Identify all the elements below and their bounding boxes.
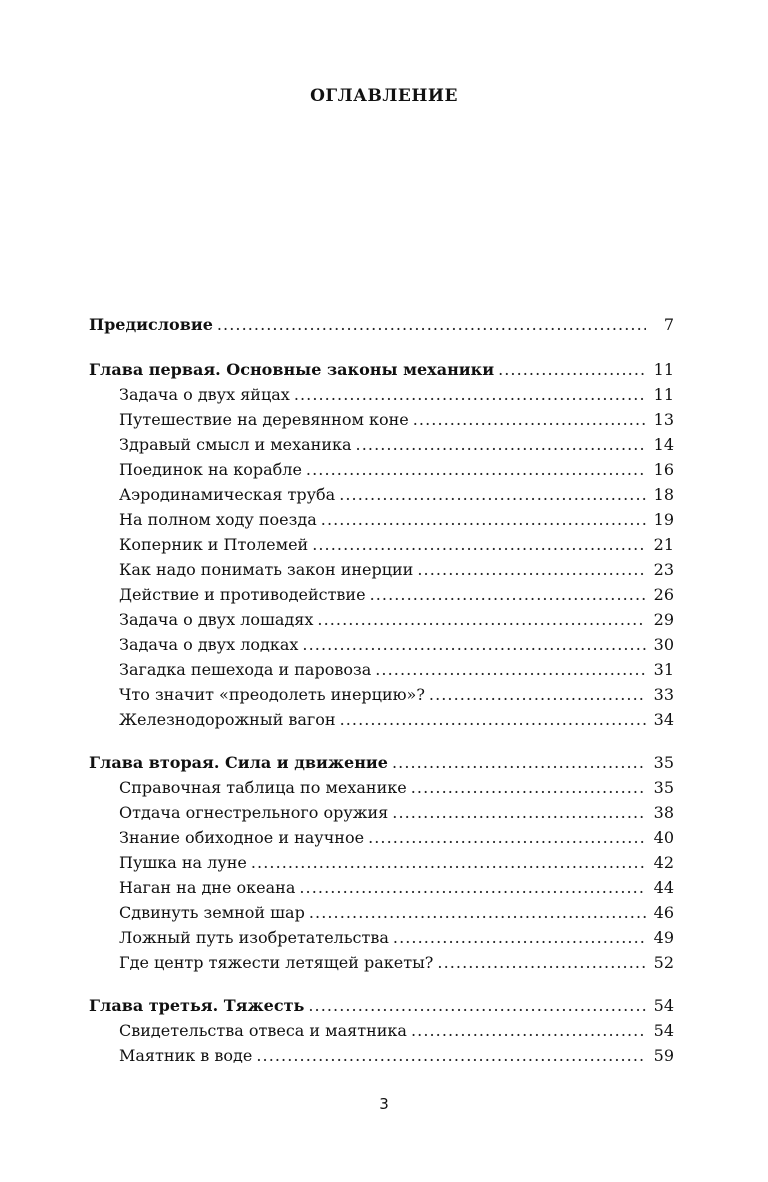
dot-leader [356,432,646,457]
dot-leader [411,775,646,800]
dot-leader [429,682,646,707]
toc-section-row [89,775,674,800]
toc-page-number: 30 [653,635,674,654]
toc-section-row [89,482,674,507]
toc-section-row [89,532,674,557]
toc-entry-title: Знание обиходное и научное [119,828,365,847]
dot-leader [417,557,646,582]
toc-page-number: 33 [653,685,674,704]
toc-entry-title: Задача о двух лодках [119,635,299,654]
toc-entry-title: Задача о двух яйцах [119,385,290,404]
dot-leader [309,900,646,925]
toc-entry-title: Путешествие на деревянном коне [119,410,409,429]
toc-entry-title: Отдача огнестрельного оружия [119,803,389,822]
toc-entry-title: Глава первая. Основные законы механики [89,360,495,379]
toc-page-number: 54 [653,1021,674,1040]
toc-section-row [89,682,674,707]
toc-entry-title: Здравый смысл и механика [119,435,352,454]
toc-page-number: 11 [653,385,674,404]
toc-section-row [89,582,674,607]
toc-page-number: 14 [653,435,674,454]
toc-page-number: 11 [653,360,674,379]
toc-section-row [89,850,674,875]
toc-page-number: 38 [653,803,674,822]
toc-section-row [89,825,674,850]
dot-leader [392,750,646,775]
page-number: 3 [379,1095,389,1113]
dot-leader [306,457,646,482]
toc-section-row [89,382,674,407]
toc-section-row [89,457,674,482]
dot-leader [251,850,646,875]
toc-entry-title: Железнодорожный вагон [119,710,336,729]
dot-leader [413,407,646,432]
toc-page-number: 34 [653,710,674,729]
toc-section-row [89,900,674,925]
toc-entry-title: Аэродинамическая труба [119,485,336,504]
toc-section-row [89,557,674,582]
dot-leader [339,482,646,507]
toc-page-number: 52 [653,953,674,972]
dot-leader [317,607,646,632]
toc-section-row [89,800,674,825]
toc-section-row [89,1043,674,1068]
dot-leader [302,632,646,657]
toc-page-number: 54 [653,996,674,1015]
toc-entry-title: Загадка пешехода и паровоза [119,660,372,679]
toc-page-number: 49 [653,928,674,947]
toc-section-row [89,657,674,682]
dot-leader [393,925,646,950]
toc-section-row [89,632,674,657]
toc-section-row [89,1018,674,1043]
toc-entry-title: Где центр тяжести летящей ракеты? [119,953,434,972]
page-title: ОГЛАВЛЕНИЕ [310,86,458,106]
toc-entry-title: Ложный путь изобретательства [119,928,389,947]
toc-entry-title: Что значит «преодолеть инерцию»? [119,685,425,704]
toc-entry-title: Коперник и Птолемей [119,535,309,554]
toc-entry-title: Пушка на луне [119,853,247,872]
toc-section-row [89,607,674,632]
toc-chapter-row [89,750,674,775]
toc-page-number: 21 [653,535,674,554]
toc-entry-title: На полном ходу поезда [119,510,317,529]
toc-page-number: 7 [663,315,674,334]
toc-page-number: 35 [653,753,674,772]
toc-entry-title: Сдвинуть земной шар [119,903,305,922]
dot-leader [256,1043,646,1068]
dot-leader [437,950,646,975]
toc-section-row [89,950,674,975]
toc-section-row [89,707,674,732]
toc-page-number: 59 [653,1046,674,1065]
dot-leader [340,707,646,732]
toc-entry-title: Поединок на корабле [119,460,302,479]
toc-section-row [89,925,674,950]
dot-leader [312,532,646,557]
toc-page-number: 18 [653,485,674,504]
toc-section-row [89,507,674,532]
dot-leader [217,312,646,337]
toc-entry-title: Свидетельства отвеса и маятника [119,1021,407,1040]
toc-section-row [89,875,674,900]
toc-page-number: 29 [653,610,674,629]
toc-page-number: 16 [653,460,674,479]
dot-leader [299,875,646,900]
toc-entry-title: Как надо понимать закон инерции [119,560,414,579]
toc-entry-title: Задача о двух лошадях [119,610,314,629]
toc-entry-title: Глава вторая. Сила и движение [89,753,388,772]
dot-leader [294,382,646,407]
toc-page-number: 23 [653,560,674,579]
dot-leader [368,825,646,850]
toc-page-number: 42 [653,853,674,872]
toc-chapter-row [89,993,674,1018]
toc-chapter-row [89,312,674,337]
dot-leader [375,657,646,682]
toc-page-number: 40 [653,828,674,847]
toc-section-row [89,432,674,457]
toc-entry-title: Справочная таблица по механике [119,778,407,797]
table-of-contents [89,312,674,1068]
dot-leader [392,800,646,825]
toc-entry-title: Наган на дне океана [119,878,296,897]
toc-entry-title: Действие и противодействие [119,585,366,604]
toc-page-number: 31 [653,660,674,679]
toc-page-number: 35 [653,778,674,797]
toc-page-number: 44 [653,878,674,897]
toc-page-number: 19 [653,510,674,529]
dot-leader [411,1018,646,1043]
toc-entry-title: Маятник в воде [119,1046,253,1065]
toc-section-row [89,407,674,432]
dot-leader [308,993,646,1018]
toc-page-number: 13 [653,410,674,429]
toc-chapter-row [89,357,674,382]
dot-leader [370,582,646,607]
toc-entry-title: Предисловие [89,315,213,334]
dot-leader [498,357,646,382]
toc-page-number: 46 [653,903,674,922]
toc-entry-title: Глава третья. Тяжесть [89,996,305,1015]
toc-page-number: 26 [653,585,674,604]
dot-leader [321,507,646,532]
